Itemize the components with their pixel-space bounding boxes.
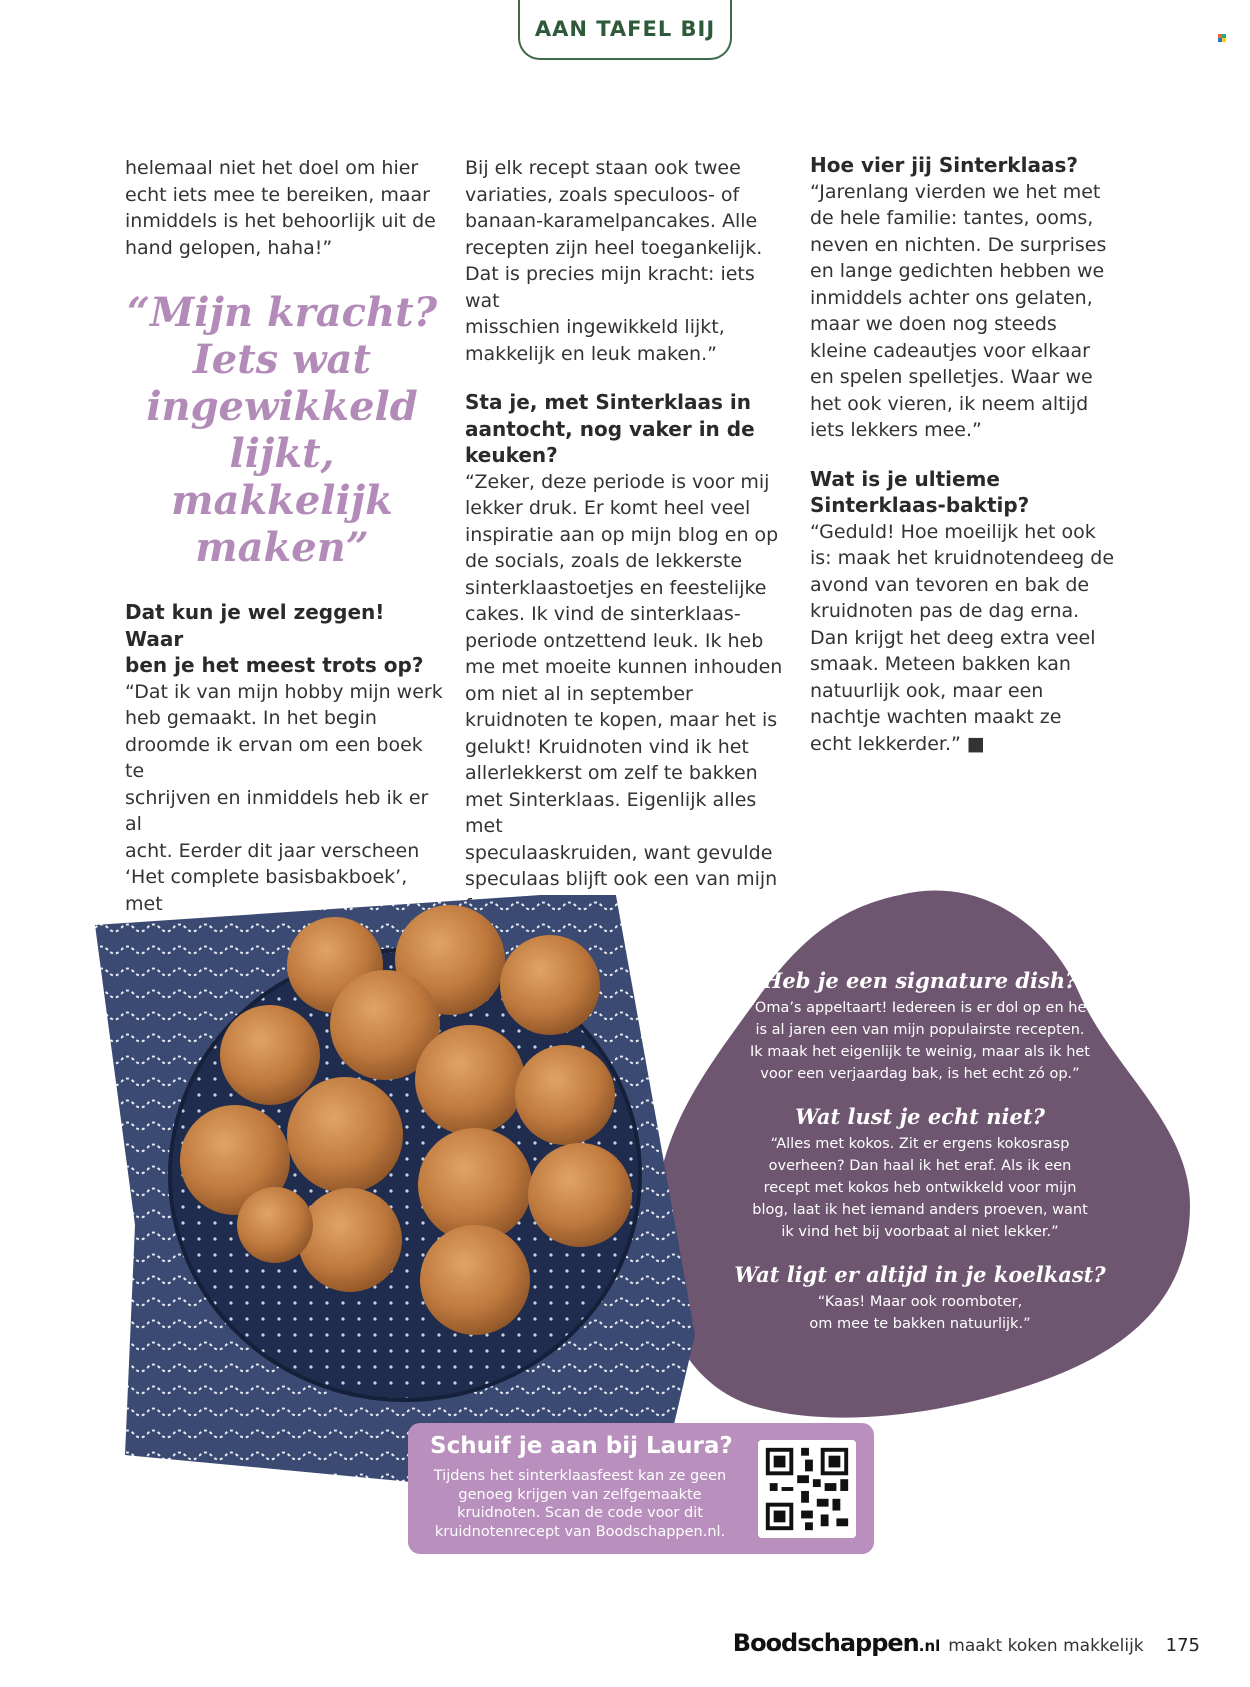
qr-promo-box[interactable] [408, 1423, 874, 1554]
question-proud: Dat kun je wel zeggen! Waar ben je het meest trots op? [125, 600, 424, 677]
question-celebrate: Hoe vier jij Sinterklaas? [810, 153, 1078, 177]
question-baking-tip: Wat is je ultieme Sinterklaas-baktip? [810, 466, 1030, 517]
answer-baking-tip: “Geduld! Hoe moeilijk het ook is: maak het kruidnotendeeg de avond van tevoren en bak de kruidnoten pas de dag erna. Dan krijgt het deeg extra veel smaak. Meteen bakken kan natuurlijk ook, maar een nachtje wachten maakt ze echt lekkerder.” ■ [810, 520, 1115, 755]
answer-celebrate: “Jarenlang vierden we het met de hele familie: tantes, ooms, neven en nichten. De surprises en lange gedichten hebben we inmiddels achter ons gelaten, maar we doen nog steeds kleine cadeautjes voor elkaar en spelen spelletjes. Waar we het ook vieren, ik neem altijd iets lekkers mee.” [810, 180, 1107, 441]
pull-quote: “Mijn kracht? Iets wat ingewikkeld lijkt, makkelijk maken” [126, 289, 438, 571]
qa-question-dislike: Wat lust je echt niet? [795, 1104, 1045, 1129]
column-2 [465, 155, 785, 919]
qa-answer-signature: “Oma’s appeltaart! Iedereen is er dol op en het is al jaren een van mijn populairste recepten. Ik maak het eigenlijk te weinig, maar als ik het voor een verjaardag bak, is het echt zó op.” [747, 1000, 1093, 1082]
column-3 [810, 152, 1130, 757]
brand-logo: Boodschappen.nl [732, 1629, 941, 1657]
qa-question-fridge: Wat ligt er altijd in je koelkast? [734, 1262, 1106, 1287]
qa-answer-dislike: “Alles met kokos. Zit er ergens kokosrasp overheen? Dan haal ik het eraf. Als ik een recept met kokos heb ontwikkeld voor mijn blog, laat ik het iemand anders proeven, want ik vind het bij voorbaat al niet lekker.” [752, 1136, 1088, 1240]
col2-intro: Bij elk recept staan ook twee variaties, zoals speculoos- of banaan-karamelpancakes. Alle recepten zijn heel toegankelijk. Dat is precies mijn kracht: iets wat misschien ingewikkeld lijkt, makkelijk en leuk maken.” [465, 157, 763, 365]
section-tab-label: AAN TAFEL BIJ [534, 17, 716, 41]
qr-code-icon[interactable] [758, 1440, 856, 1538]
page-number: 175 [1165, 1635, 1200, 1656]
print-marker [1218, 34, 1226, 42]
question-sinterklaas-kitchen: Sta je, met Sinterklaas in aantocht, nog vaker in de keuken? [465, 390, 755, 467]
qa-question-signature: Heb je een signature dish? [762, 968, 1078, 993]
promo-text: Tijdens het sinterklaasfeest kan ze geen genoeg krijgen van zelfgemaakte kruidnoten. Scan de code voor dit kruidnotenrecept van Boodschappen.nl. [433, 1468, 727, 1540]
brand-tagline: maakt koken makkelijk [948, 1636, 1144, 1656]
section-tab [518, 0, 732, 60]
page-footer [733, 1629, 1200, 1657]
column-1 [125, 155, 445, 997]
quick-qa [700, 967, 1140, 1353]
qa-answer-fridge: “Kaas! Maar ook roomboter, om mee te bakken natuurlijk.” [809, 1294, 1031, 1332]
promo-title: Schuif je aan bij Laura? [430, 1433, 733, 1459]
answer-sinterklaas-kitchen: “Zeker, deze periode is voor mij lekker druk. Er komt heel veel inspiratie aan op mijn blog en op de socials, zoals de lekkerste sinterklaastoetjes en feestelijke cakes. Ik vind de sinterklaas- periode ontzettend leuk. Ik heb me met moeite kunnen inhouden om niet al in september kruidnoten te kopen, maar het is gelukt! Kruidnoten vind ik het allerlekkerst om zelf te bakken met Sinterklaas. Eigenlijk alles met speculaaskruiden, want gevulde speculaas blijft ook een van mijn [465, 470, 783, 890]
kruidnoten-photo [95, 895, 745, 1505]
answer-proud: “Dat ik van mijn hobby mijn werk heb gemaakt. In het begin droomde ik ervan om een boek te schrijven en inmiddels heb ik er al acht. Eerder dit jaar verscheen ‘Het complete basisbakboek’, met [125, 680, 443, 915]
col1-intro: helemaal niet het doel om hier echt iets mee te bereiken, maar inmiddels is het behoorlijk uit de hand gelopen, haha!” [125, 157, 436, 259]
